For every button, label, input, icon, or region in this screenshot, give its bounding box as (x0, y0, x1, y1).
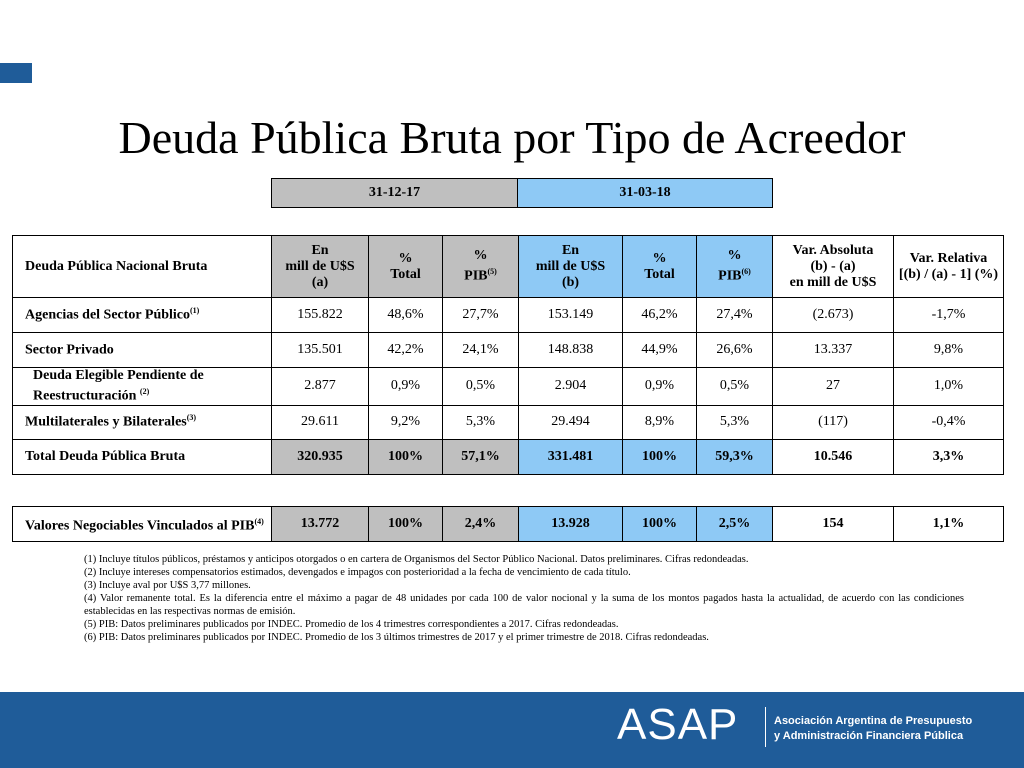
footnote: (5) PIB: Datos preliminares publicados por INDEC. Promedio de los 4 trimestres correspondientes a 2017. Cifras redondeadas. (84, 619, 619, 630)
cell: 1,0% (894, 368, 1004, 406)
valores-table (12, 506, 1004, 542)
cell: -0,4% (894, 405, 1004, 439)
cell: 59,3% (697, 439, 773, 474)
cell: 10.546 (773, 439, 894, 474)
table-row (13, 298, 1004, 333)
cell: 42,2% (369, 333, 443, 368)
footer-line-2: y Administración Financiera Pública (774, 730, 964, 742)
header-c2: % Total (369, 236, 443, 298)
table-row (13, 333, 1004, 368)
cell: 29.611 (272, 405, 369, 439)
cell: 27,7% (443, 298, 519, 333)
cell: 0,9% (369, 368, 443, 406)
footer-org-name (774, 714, 972, 744)
cell: 9,8% (894, 333, 1004, 368)
cell: (117) (773, 405, 894, 439)
cell: 9,2% (369, 405, 443, 439)
cell: 2,5% (697, 507, 773, 542)
footnote: (6) PIB: Datos preliminares publicados por INDEC. Promedio de los 3 últimos trimestres de 2017 y el primer trimestre de 2018. Cifras redondeadas. (84, 632, 709, 643)
cell: (2.673) (773, 298, 894, 333)
row-label: Deuda Elegible Pendiente de Reestructuración $^{(2)}$ (13, 368, 272, 406)
cell: 2,4% (443, 507, 519, 542)
footer-line-1: Asociación Argentina de Presupuesto (774, 715, 973, 727)
header-c1: En mill de U$S (a) (272, 236, 369, 298)
row-label: Agencias del Sector Público$^{(1)}$ (13, 298, 272, 333)
cell: 8,9% (623, 405, 697, 439)
accent-square (0, 63, 32, 83)
date-col-1: 31-12-17 (272, 179, 518, 208)
row-label: Total Deuda Pública Bruta (13, 439, 272, 474)
cell: 331.481 (519, 439, 623, 474)
cell: 100% (623, 439, 697, 474)
cell: 1,1% (894, 507, 1004, 542)
header-c4: En mill de U$S (b) (519, 236, 623, 298)
asap-logo: ASAP (617, 700, 739, 749)
cell: 0,9% (623, 368, 697, 406)
cell: 29.494 (519, 405, 623, 439)
debt-table (12, 235, 1004, 475)
cell: 3,3% (894, 439, 1004, 474)
cell: 24,1% (443, 333, 519, 368)
cell: 153.149 (519, 298, 623, 333)
footnote: (3) Incluye aval por U$S 3,77 millones. (84, 580, 251, 591)
header-c8: Var. Relativa [(b) / (a) - 1] (%) (894, 236, 1004, 298)
page-title: Deuda Pública Bruta por Tipo de Acreedor (118, 112, 906, 163)
cell: 135.501 (272, 333, 369, 368)
cell: 320.935 (272, 439, 369, 474)
cell: 5,3% (443, 405, 519, 439)
cell: 46,2% (623, 298, 697, 333)
table-row (13, 368, 1004, 406)
header-label: Deuda Pública Nacional Bruta (13, 236, 272, 298)
cell: 100% (369, 439, 443, 474)
cell: 26,6% (697, 333, 773, 368)
header-c7: Var. Absoluta (b) - (a) en mill de U$S (773, 236, 894, 298)
cell: 154 (773, 507, 894, 542)
cell: 44,9% (623, 333, 697, 368)
row-label: Multilaterales y Bilaterales$^{(3)}$ (13, 405, 272, 439)
row-label: Sector Privado (13, 333, 272, 368)
header-c5: % Total (623, 236, 697, 298)
cell: -1,7% (894, 298, 1004, 333)
cell: 2.904 (519, 368, 623, 406)
table-row-total (13, 439, 1004, 474)
dates-header-table (271, 178, 773, 208)
table-row (13, 405, 1004, 439)
cell: 2.877 (272, 368, 369, 406)
cell: 5,3% (697, 405, 773, 439)
cell: 48,6% (369, 298, 443, 333)
cell: 27,4% (697, 298, 773, 333)
cell: 148.838 (519, 333, 623, 368)
cell: 13.337 (773, 333, 894, 368)
cell: 13.772 (272, 507, 369, 542)
cell: 13.928 (519, 507, 623, 542)
cell: 0,5% (443, 368, 519, 406)
footnote: (2) Incluye intereses compensatorios estimados, devengados e impagos con posterioridad a la fecha de vencimiento de cada título. (84, 567, 631, 578)
date-col-2: 31-03-18 (518, 179, 773, 208)
footnotes (84, 553, 964, 643)
table-header-row (13, 236, 1004, 298)
cell: 0,5% (697, 368, 773, 406)
header-c6: % PIB$^{(6)}$ (697, 236, 773, 298)
header-c3: % PIB$^{(5)}$ (443, 236, 519, 298)
row-label: Valores Negociables Vinculados al PIB$^{(4)}$ (13, 507, 272, 542)
footer-divider (765, 707, 766, 747)
footnote: (4) Valor remanente total. Es la diferencia entre el máximo a pagar de 48 unidades por cada 100 de valor nocional y la suma de los montos pagados hasta la actualidad, de acuerdo con las condiciones establecidas en las respectivas normas de emisión. (84, 593, 964, 617)
table-row (13, 507, 1004, 542)
cell: 100% (369, 507, 443, 542)
cell: 155.822 (272, 298, 369, 333)
cell: 100% (623, 507, 697, 542)
cell: 57,1% (443, 439, 519, 474)
cell: 27 (773, 368, 894, 406)
footnote: (1) Incluye títulos públicos, préstamos y anticipos otorgados o en cartera de Organismos del Sector Público Nacional. Datos preliminares. Cifras redondeadas. (84, 554, 749, 565)
